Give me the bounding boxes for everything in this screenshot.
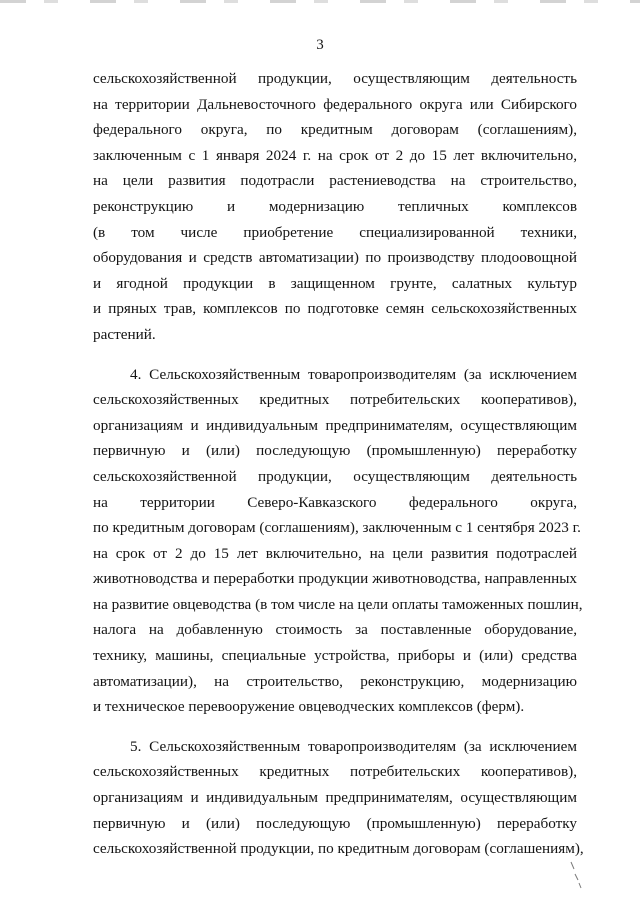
text-line: технику, машины, специальные устройства, приборы и (или) средства: [93, 647, 577, 665]
paragraph-item-4: [93, 362, 583, 720]
text-line: сельскохозяйственной продукции, по кредитным договорам (соглашениям),: [93, 840, 584, 858]
text-line: оборудования и средств автоматизации) по производству плодоовощной: [93, 249, 577, 267]
page-number: 3: [316, 37, 324, 53]
scan-mark-artifact: [569, 860, 583, 890]
scan-edge-artifact: [0, 0, 640, 3]
text-line: на развитие овцеводства (в том числе на цели оплаты таможенных пошлин,: [93, 595, 583, 613]
paragraph-item-5: [93, 734, 584, 862]
text-line: растений.: [93, 325, 156, 343]
text-line: и техническое перевооружение овцеводческих комплексов (ферм).: [93, 698, 525, 716]
text-line: автоматизации), на строительство, реконструкцию, модернизацию: [93, 672, 577, 690]
text-line: заключенным с 1 января 2024 г. на срок от 2 до 15 лет включительно,: [93, 146, 577, 164]
text-line: федерального округа, по кредитным договорам (соглашениям),: [93, 121, 577, 139]
text-line: на цели развития подотрасли растениеводства на строительство,: [93, 172, 577, 190]
text-line: первичную и (или) последующую (промышленную) переработку: [93, 442, 577, 460]
text-line: первичную и (или) последующую (промышленную) переработку: [93, 814, 577, 832]
text-line: реконструкцию и модернизацию тепличных комплексов: [93, 197, 577, 215]
text-line: животноводства и переработки продукции животноводства, направленных: [93, 570, 577, 588]
text-line: сельскохозяйственных кредитных потребительских кооперативов),: [93, 763, 577, 781]
text-line: налога на добавленную стоимость за поставленные оборудование,: [93, 621, 577, 639]
text-line: организациям и индивидуальным предпринимателям, осуществляющим: [93, 789, 577, 807]
document-body: [93, 66, 584, 862]
text-line: 5. Сельскохозяйственным товаропроизводителям (за исключением: [130, 737, 577, 755]
text-line: 4. Сельскохозяйственным товаропроизводителям (за исключением: [130, 365, 577, 383]
text-line: сельскохозяйственных кредитных потребительских кооперативов),: [93, 391, 577, 409]
text-line: на срок от 2 до 15 лет включительно, на цели развития подотраслей: [93, 544, 577, 562]
text-line: (в том числе приобретение специализированной техники,: [93, 223, 577, 241]
text-line: на территории Северо-Кавказского федерального округа,: [93, 493, 577, 511]
text-line: организациям и индивидуальным предпринимателям, осуществляющим: [93, 416, 577, 434]
paragraph-continuation: [93, 66, 577, 348]
text-line: и ягодной продукции в защищенном грунте, салатных культур: [93, 274, 577, 292]
text-line: по кредитным договорам (соглашениям), заключенным с 1 сентября 2023 г.: [93, 519, 581, 537]
text-line: сельскохозяйственной продукции, осуществляющим деятельность: [93, 70, 577, 87]
text-line: сельскохозяйственной продукции, осуществляющим деятельность: [93, 467, 577, 485]
text-line: и пряных трав, комплексов по подготовке семян сельскохозяйственных: [93, 300, 577, 318]
text-line: на территории Дальневосточного федерального округа или Сибирского: [93, 95, 577, 113]
